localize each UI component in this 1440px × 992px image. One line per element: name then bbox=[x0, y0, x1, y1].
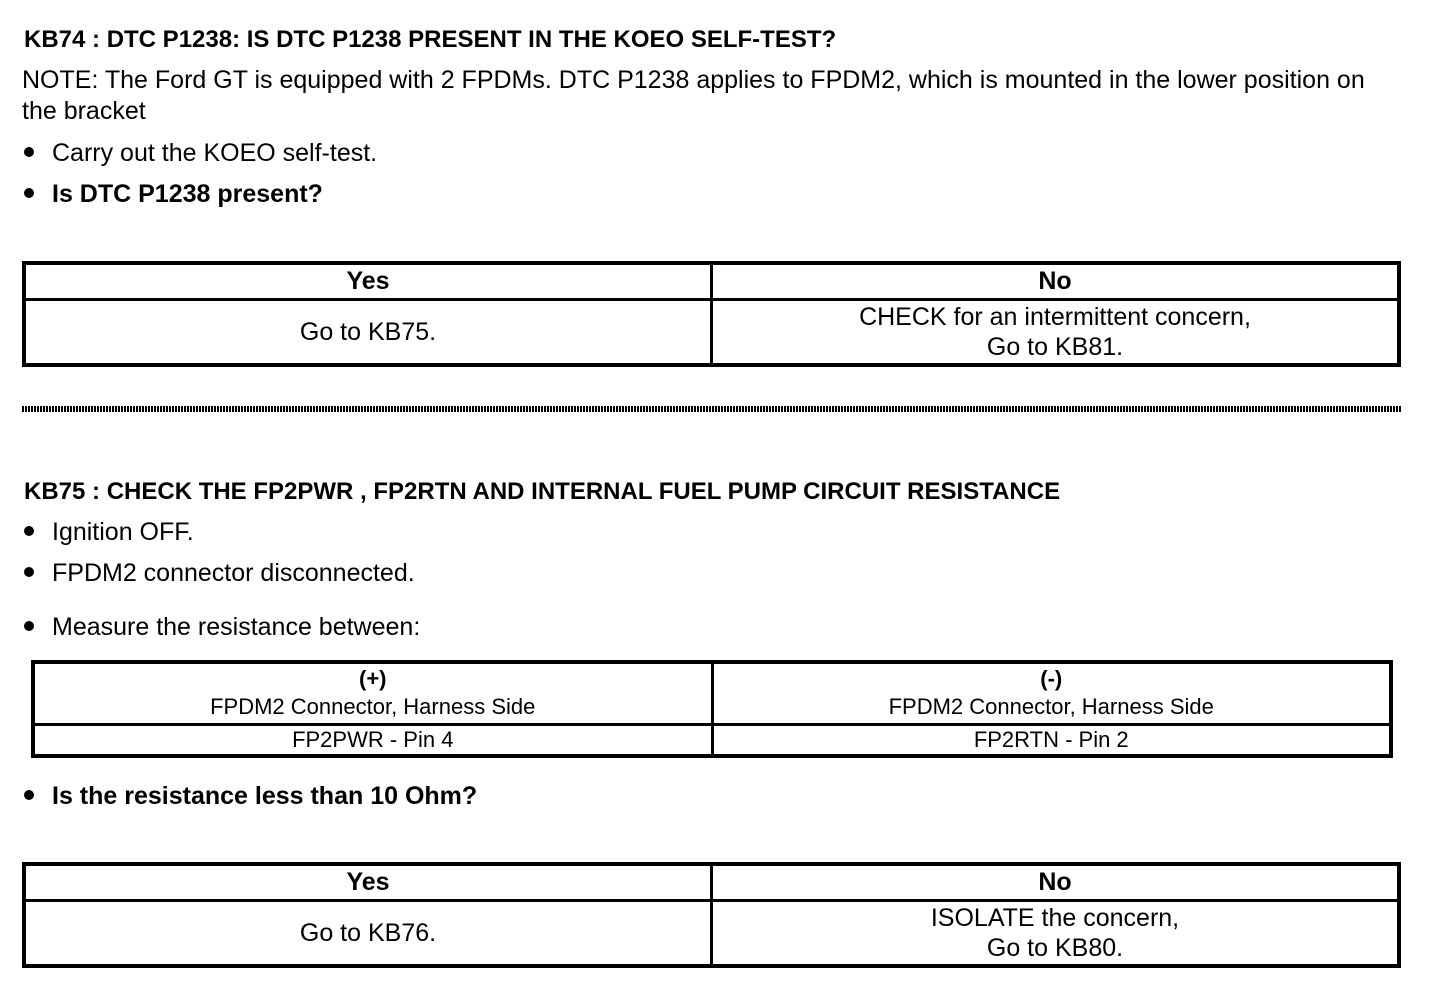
bullet-text: Measure the resistance between: bbox=[52, 613, 421, 641]
measure-table bbox=[31, 660, 1393, 758]
bullet-dot-icon bbox=[24, 526, 34, 536]
kb74-note: NOTE: The Ford GT is equipped with 2 FPDMs. DTC P1238 applies to FPDM2, which is mounted in the lower position on the bracket bbox=[22, 66, 1365, 125]
bullet-text: Ignition OFF. bbox=[52, 518, 194, 546]
bullet-text: Carry out the KOEO self-test. bbox=[52, 139, 378, 167]
kb75-heading: KB75 : CHECK THE FP2PWR , FP2RTN AND INTERNAL FUEL PUMP CIRCUIT RESISTANCE bbox=[24, 478, 1061, 505]
bullet-text: Is the resistance less than 10 Ohm? bbox=[52, 782, 478, 810]
no-action-line-2: Go to KB80. bbox=[986, 933, 1124, 962]
yes-action: Go to KB76. bbox=[24, 900, 712, 966]
yes-header: Yes bbox=[24, 263, 712, 299]
minus-column-header bbox=[712, 662, 1391, 724]
minus-label: FPDM2 Connector, Harness Side bbox=[888, 694, 1214, 720]
no-header: No bbox=[712, 864, 1400, 900]
kb75-bullet-3 bbox=[24, 612, 420, 642]
bullet-dot-icon bbox=[24, 567, 34, 577]
bullet-text: FPDM2 connector disconnected. bbox=[52, 559, 415, 587]
kb75-result-table bbox=[22, 862, 1401, 968]
no-header: No bbox=[712, 263, 1400, 299]
kb75-bullet-2 bbox=[24, 558, 415, 588]
no-action-line-1: ISOLATE the concern, bbox=[930, 903, 1180, 932]
plus-label: FPDM2 Connector, Harness Side bbox=[210, 694, 536, 720]
kb74-heading: KB74 : DTC P1238: IS DTC P1238 PRESENT IN THE KOEO SELF-TEST? bbox=[24, 26, 837, 53]
no-action bbox=[712, 299, 1400, 365]
bullet-dot-icon bbox=[24, 790, 34, 800]
no-action-line-2: Go to KB81. bbox=[986, 332, 1124, 361]
no-action bbox=[712, 900, 1400, 966]
minus-symbol: (-) bbox=[1040, 666, 1063, 692]
bullet-dot-icon bbox=[24, 188, 34, 198]
bullet-dot-icon bbox=[24, 147, 34, 157]
plus-pin: FP2PWR - Pin 4 bbox=[33, 724, 712, 756]
no-action-line-1: CHECK for an intermittent concern, bbox=[859, 302, 1251, 331]
plus-symbol: (+) bbox=[359, 666, 387, 692]
kb74-result-table bbox=[22, 261, 1401, 367]
yes-header: Yes bbox=[24, 864, 712, 900]
minus-pin: FP2RTN - Pin 2 bbox=[712, 724, 1391, 756]
bullet-dot-icon bbox=[24, 621, 34, 631]
kb75-bullet-1 bbox=[24, 517, 194, 547]
plus-column-header bbox=[33, 662, 712, 724]
yes-action: Go to KB75. bbox=[24, 299, 712, 365]
kb75-bullet-4 bbox=[24, 781, 477, 811]
kb74-bullet-1 bbox=[24, 138, 377, 168]
bullet-text: Is DTC P1238 present? bbox=[52, 180, 323, 208]
section-separator bbox=[22, 406, 1402, 412]
kb74-bullet-2 bbox=[24, 179, 323, 209]
